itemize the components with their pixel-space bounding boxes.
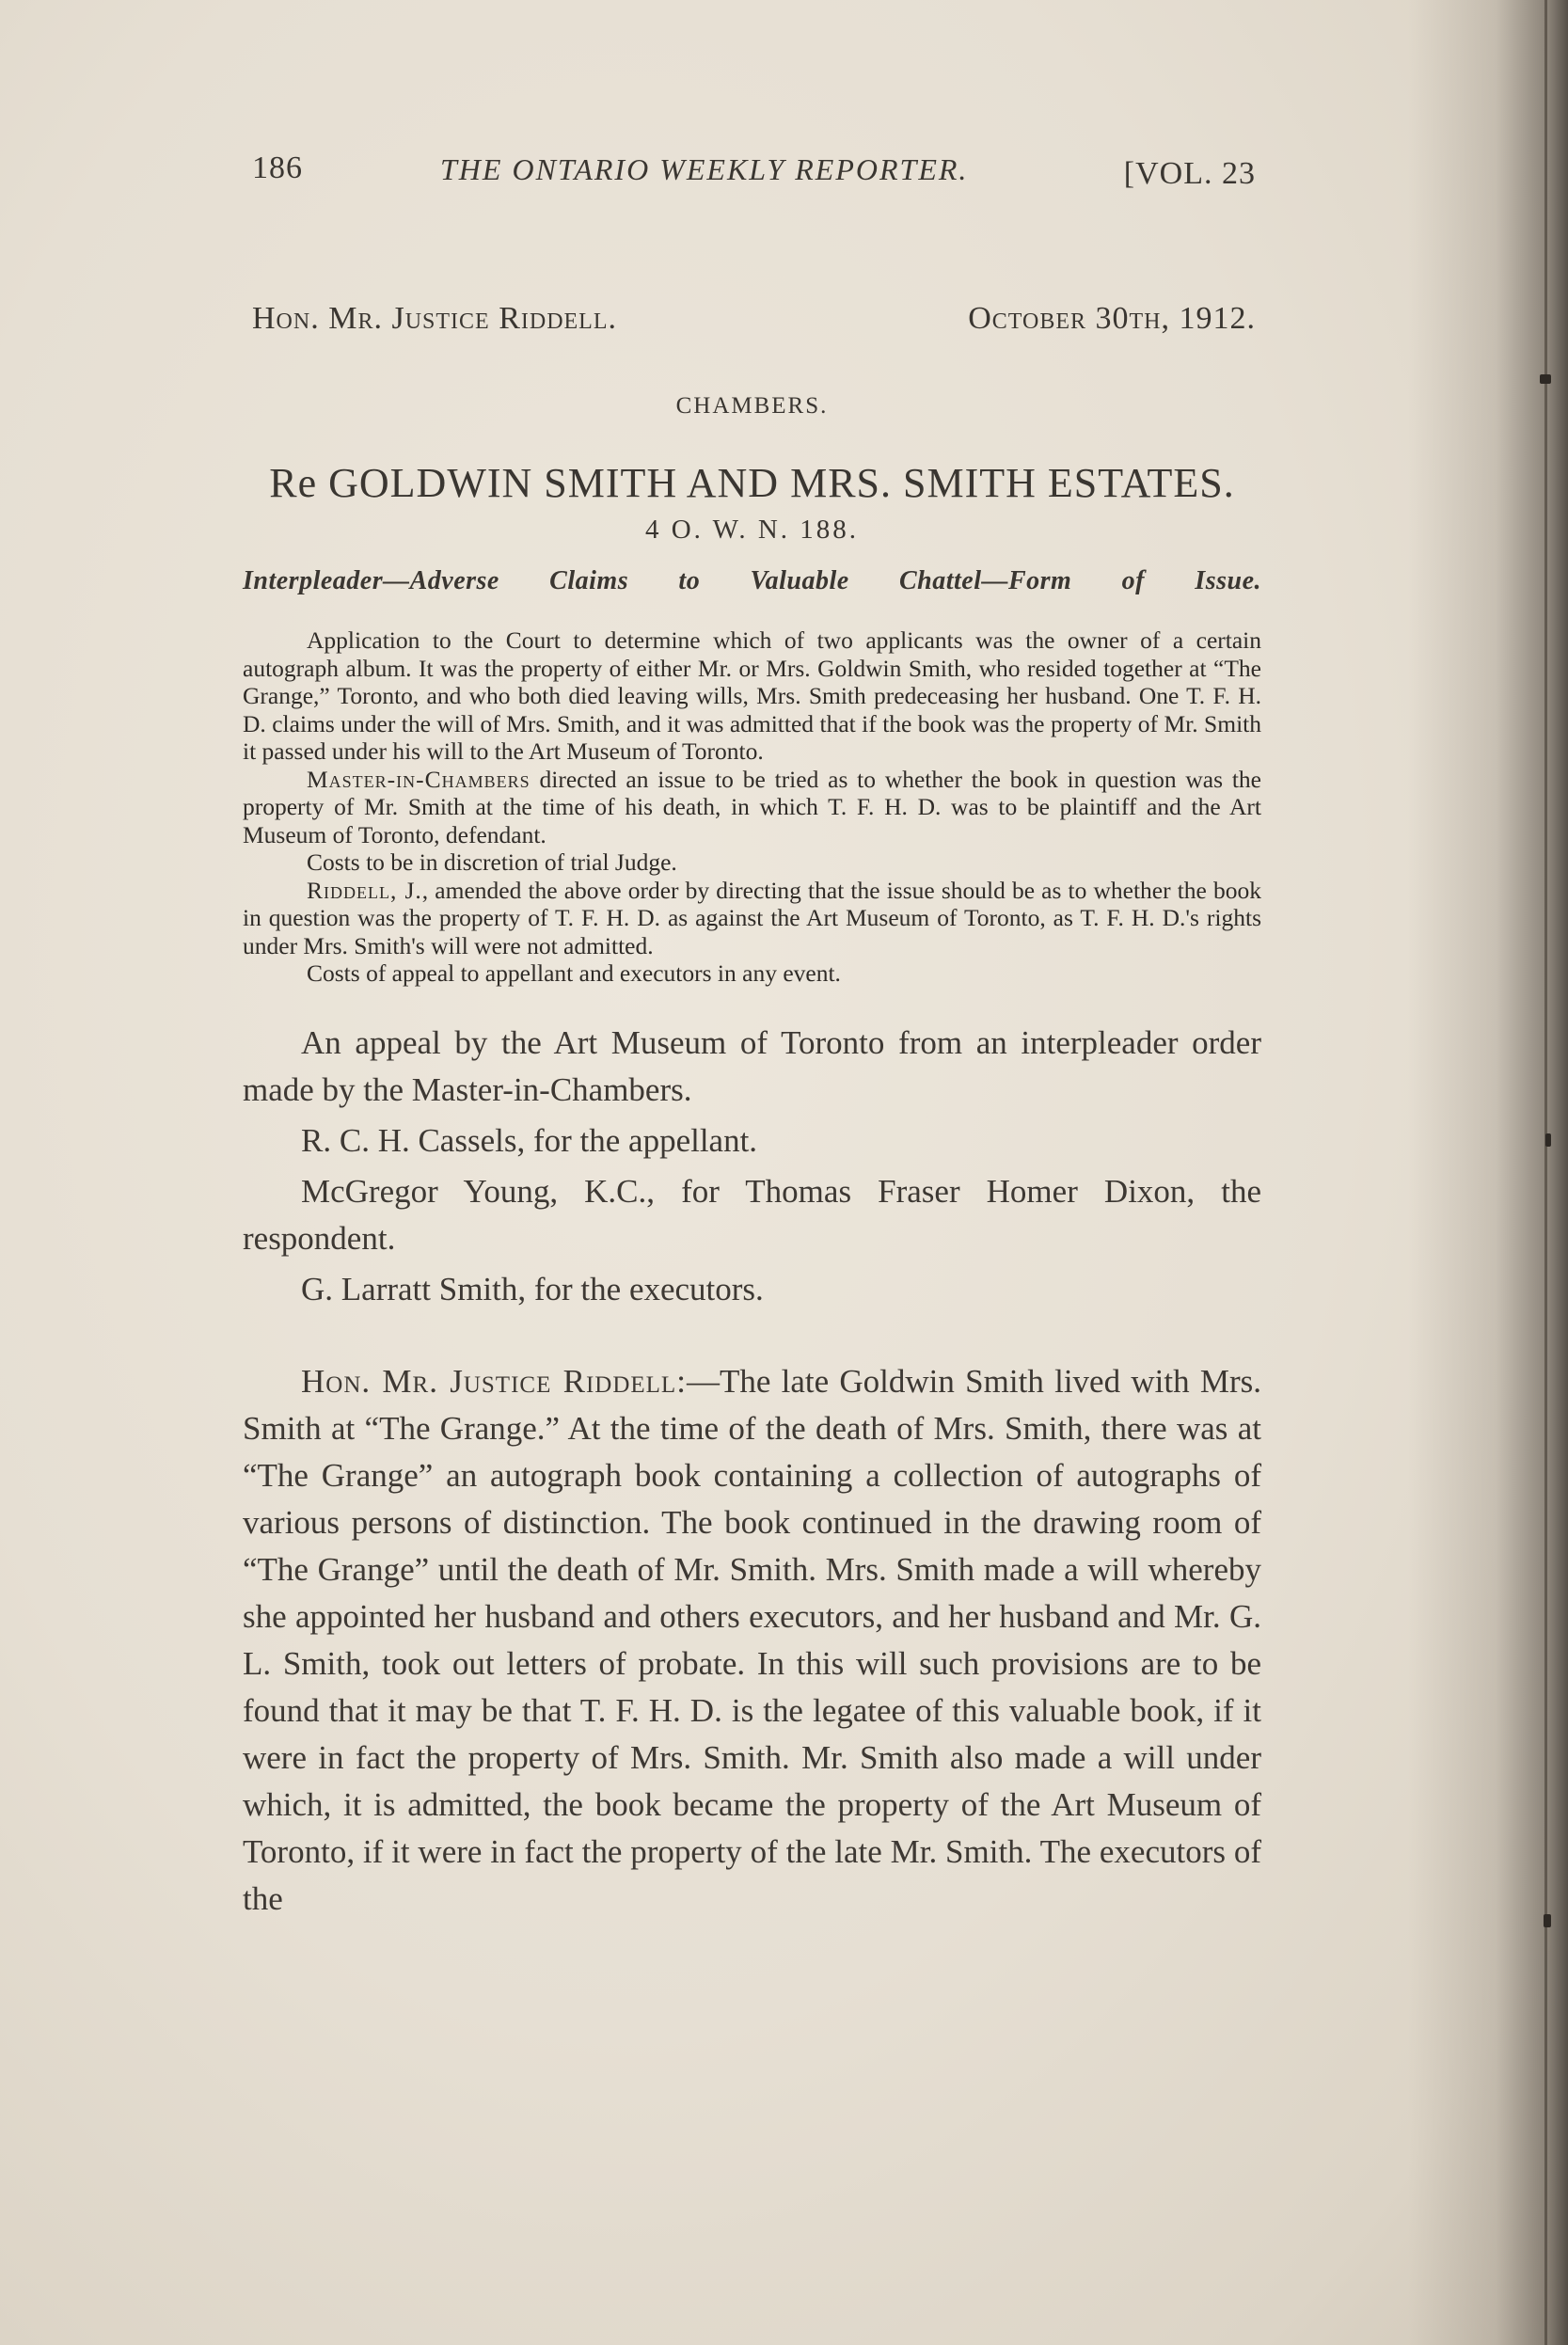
decision-date: October 30th, 1912. (968, 301, 1256, 336)
running-head (243, 151, 1261, 216)
page-content (243, 151, 1261, 1923)
headnote-text: directed an issue to be tried as to whether the book in question was the property of Mr. Smith at the time of his death, in which T. F. H. D. was to be plaintiff and the Art Museum of Toronto, defendant. (243, 765, 1261, 848)
court-division: CHAMBERS. (675, 393, 829, 419)
judgment-lead: Hon. Mr. Justice Riddell: (301, 1362, 687, 1400)
edge-blemish (1544, 1914, 1551, 1927)
court-line (243, 301, 1261, 357)
judgment-paragraph (243, 1358, 1261, 1923)
headnote-lead: Riddell, J. (307, 876, 422, 904)
headnote-paragraph (243, 766, 1261, 849)
headnote-paragraph: Application to the Court to determine which of two applicants was the owner of a certain autograph album. It was the property of either Mr. or Mrs. Goldwin Smith, who resided together at “The Grange,” Toronto, and who both died leaving wills, Mrs. Smith predeceasing her husband. One T. F. H. D. claims under the will of Mrs. Smith, and it was admitted that if the book was the property of Mr. Smith it passed under his will to the Art Museum of Toronto. (243, 626, 1261, 765)
case-citation: 4 O. W. N. 188. (644, 515, 860, 545)
headnote-paragraph: Costs of appeal to appellant and executors in any event. (307, 959, 841, 987)
catchwords: Interpleader—Adverse Claims to Valuable Chattel—Form of Issue. (243, 566, 1261, 595)
judgment-text: —The late Goldwin Smith lived with Mrs. Smith at “The Grange.” At the time of the death of Mrs. Smith, there was at “The Grange” an autograph book containing a collection of autographs of various persons of distinction. The book continued in the drawing room of “The Grange” until the death of Mr. Smith. Mrs. Smith made a will whereby she appointed her husband and others executors, and her husband and Mr. G. L. Smith, took out letters of probate. In this will such provisions are to be found that it may be that T. F. H. D. is the legatee of this valuable book, if it were in fact the property of Mrs. Smith. Mr. Smith also made a will under which, it is admitted, the book became the property of the Art Museum of Toronto, if it were in fact the property of the late Mr. Smith. The executors of the (243, 1362, 1261, 1917)
case-title: Re GOLDWIN SMITH AND MRS. SMITH ESTATES. (269, 460, 1235, 506)
edge-blemish (1545, 1133, 1551, 1147)
page-edge (1544, 0, 1547, 2345)
edge-blemish (1540, 374, 1551, 384)
counsel-appellant: R. C. H. Cassels, for the appellant. (301, 1121, 758, 1159)
headnote (243, 626, 1261, 988)
headnote-paragraph: Costs to be in discretion of trial Judge. (307, 848, 677, 876)
volume-label: [VOL. 23 (1123, 156, 1256, 191)
page-number: 186 (252, 151, 303, 185)
journal-title: THE ONTARIO WEEKLY REPORTER. (440, 152, 969, 186)
appeal-paragraph: An appeal by the Art Museum of Toronto from an interpleader order made by the Master-in-Chambers. (243, 1023, 1261, 1108)
counsel-executors: G. Larratt Smith, for the executors. (301, 1270, 764, 1307)
headnote-text: , amended the above order by directing that the issue should be as to whether the book in question was the property of T. F. H. D. as against the Art Museum of Toronto, as T. F. H. D.'s rights under Mrs. Smith's will were not admitted. (243, 876, 1261, 959)
appeal-statement (243, 1020, 1261, 1114)
judgment (243, 1358, 1261, 1923)
judge-name: Hon. Mr. Justice Riddell. (252, 301, 618, 336)
headnote-paragraph (243, 877, 1261, 960)
headnote-lead: Master-in-Chambers (307, 765, 531, 793)
counsel-list (243, 1117, 1261, 1313)
counsel-respondent: McGregor Young, K.C., for Thomas Fraser Homer Dixon, the respondent. (243, 1172, 1261, 1257)
